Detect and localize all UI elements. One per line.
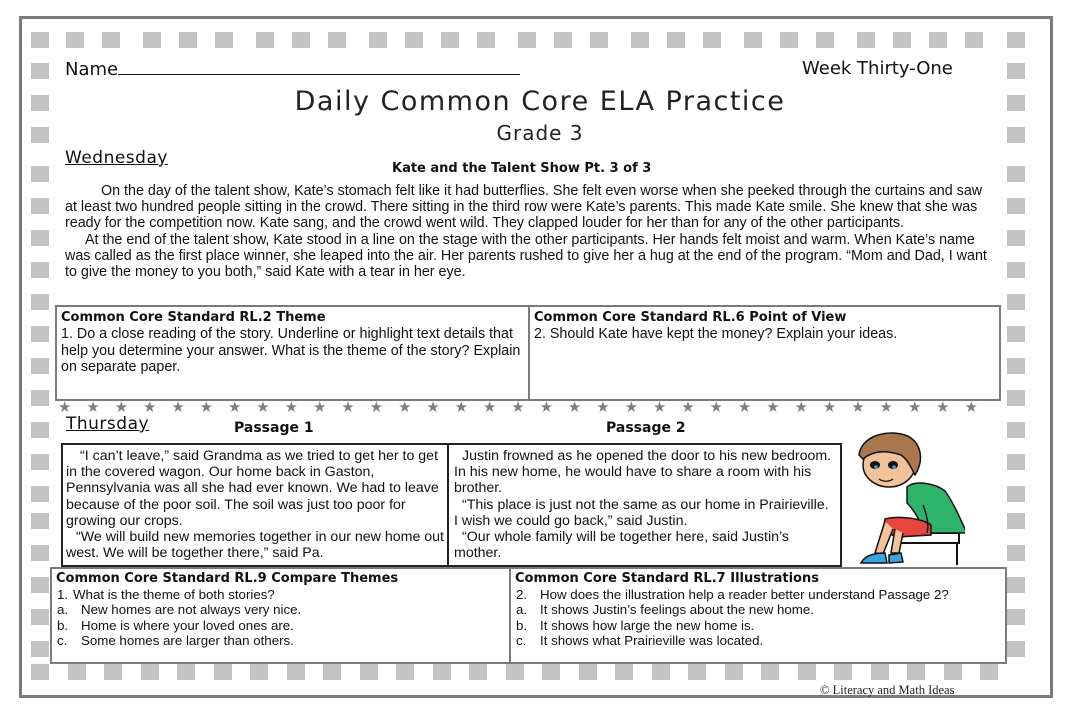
- answer-option-c[interactable]: c. Some homes are larger than others.: [57, 632, 294, 648]
- border-square: [31, 454, 49, 470]
- border-square: [405, 32, 423, 48]
- passage-1-heading: Passage 1: [234, 420, 314, 436]
- boy-shoes: [861, 553, 903, 563]
- border-square: [1007, 262, 1025, 278]
- border-square: [1007, 513, 1025, 529]
- border-square: [1007, 230, 1025, 246]
- border-square: [834, 664, 852, 680]
- star-icon: ★: [539, 399, 554, 416]
- name-blank-line[interactable]: [118, 58, 520, 75]
- border-square: [68, 664, 86, 680]
- border-square: [1007, 294, 1025, 310]
- question-box-rl7: [509, 567, 1007, 664]
- border-square: [579, 664, 597, 680]
- star-icon: ★: [199, 399, 214, 416]
- border-square: [102, 32, 120, 48]
- border-square: [441, 32, 459, 48]
- border-square: [1007, 545, 1025, 561]
- star-divider: [58, 398, 978, 416]
- border-square: [31, 262, 49, 278]
- border-square: [965, 32, 983, 48]
- border-square: [215, 32, 233, 48]
- star-icon: ★: [312, 399, 327, 416]
- border-square: [31, 358, 49, 374]
- border-square: [433, 664, 451, 680]
- border-square: [980, 664, 998, 680]
- star-icon: ★: [822, 399, 837, 416]
- border-square: [143, 32, 161, 48]
- star-icon: ★: [86, 399, 100, 416]
- border-square: [816, 32, 834, 48]
- border-square: [328, 32, 346, 48]
- passage-2-heading: Passage 2: [606, 420, 686, 436]
- border-square: [396, 664, 414, 680]
- star-icon: ★: [879, 399, 893, 416]
- border-square: [703, 32, 721, 48]
- star-icon: ★: [454, 399, 469, 416]
- border-square: [615, 664, 633, 680]
- star-icon: ★: [709, 399, 723, 416]
- border-square: [31, 545, 49, 561]
- story-paragraph: On the day of the talent show, Kate’s stomach felt like it had butterflies. She felt even worse when she peeked through the curtains and saw at least two hundred people sitting in the crowd. There sitting in the third row were Kate’s parents. This made Kate smile. She knew that she was ready for the competition now. Kate sang, and the crowd went wild. They clapped louder for her than for any of the other participants.: [65, 183, 983, 232]
- border-square: [31, 422, 49, 438]
- star-icon: ★: [397, 399, 412, 416]
- border-square: [1007, 422, 1025, 438]
- star-icon: ★: [482, 399, 497, 416]
- star-icon: ★: [964, 399, 978, 416]
- border-square: [177, 664, 195, 680]
- star-icon: ★: [142, 399, 157, 416]
- passage-paragraph: “We will build new memories together in our new home out west. We will be together there,” said Pa.: [66, 529, 444, 562]
- border-square: [66, 32, 84, 48]
- passage-paragraph: “Our whole family will be together here, said Justin’s mother.: [454, 529, 789, 562]
- question-prompt: 2. How does the illustration help a reader better understand Passage 2?: [516, 587, 949, 602]
- bench: [897, 533, 959, 565]
- border-square: [798, 664, 816, 680]
- border-square: [1007, 641, 1025, 657]
- border-square: [179, 32, 197, 48]
- border-square: [31, 664, 49, 680]
- star-icon: ★: [114, 399, 129, 416]
- star-icon: ★: [171, 399, 185, 416]
- question-text: 2. Should Kate have kept the money? Explain your ideas.: [534, 326, 898, 342]
- border-square: [104, 664, 122, 680]
- border-square: [893, 32, 911, 48]
- border-square: [871, 664, 889, 680]
- border-square: [929, 32, 947, 48]
- answer-option-b[interactable]: b. Home is where your loved ones are.: [57, 617, 294, 633]
- border-square: [1007, 390, 1025, 406]
- border-square: [292, 32, 310, 48]
- star-icon: ★: [369, 399, 384, 416]
- star-icon: ★: [511, 399, 525, 416]
- border-square: [31, 486, 49, 502]
- star-icon: ★: [652, 399, 667, 416]
- answer-option-a[interactable]: a. New homes are not always very nice.: [57, 602, 302, 618]
- border-square: [518, 32, 536, 48]
- copyright-notice: © Literacy and Math Ideas: [820, 683, 955, 697]
- border-square: [1007, 577, 1025, 593]
- passage-paragraph: Justin frowned as he opened the door to his new bedroom. In his new home, he would have to share a room with his brother.: [454, 448, 832, 497]
- question-box-rl2: [55, 305, 530, 401]
- border-square: [31, 609, 49, 625]
- star-icon: ★: [256, 399, 270, 416]
- story-text: [65, 183, 995, 280]
- star-icon: ★: [936, 399, 950, 416]
- standard-heading: Common Core Standard RL.9 Compare Themes: [56, 571, 399, 586]
- border-square: [667, 32, 685, 48]
- border-square: [761, 664, 779, 680]
- border-square: [323, 664, 341, 680]
- star-icon: ★: [58, 399, 72, 416]
- border-square: [477, 32, 495, 48]
- star-icon: ★: [284, 399, 299, 416]
- star-icon: ★: [341, 399, 355, 416]
- border-square: [725, 664, 743, 680]
- border-square: [542, 664, 560, 680]
- page-title: Daily Common Core ELA Practice: [294, 86, 786, 117]
- question-box-rl6: [528, 305, 1001, 401]
- border-square: [631, 32, 649, 48]
- border-square: [1007, 166, 1025, 182]
- answer-option-b[interactable]: b. It shows how large the new home is.: [516, 617, 755, 633]
- border-square: [256, 32, 274, 48]
- border-square: [31, 63, 49, 79]
- standard-heading: Common Core Standard RL.6 Point of View: [534, 310, 847, 325]
- week-label: Week Thirty-One: [802, 58, 953, 79]
- border-square: [688, 664, 706, 680]
- star-icon: ★: [227, 399, 242, 416]
- star-icon: ★: [624, 399, 639, 416]
- border-square: [31, 294, 49, 310]
- border-square: [31, 513, 49, 529]
- standard-heading: Common Core Standard RL.2 Theme: [61, 310, 326, 325]
- border-square: [907, 664, 925, 680]
- border-square: [744, 32, 762, 48]
- border-square: [590, 32, 608, 48]
- star-icon: ★: [794, 399, 808, 416]
- star-icon: ★: [907, 399, 922, 416]
- border-square: [141, 664, 159, 680]
- border-square: [1007, 326, 1025, 342]
- border-square: [469, 664, 487, 680]
- border-square: [250, 664, 268, 680]
- border-square: [1007, 454, 1025, 470]
- border-square: [31, 166, 49, 182]
- border-square: [360, 664, 378, 680]
- border-square: [1007, 198, 1025, 214]
- border-square: [31, 230, 49, 246]
- border-square: [1007, 63, 1025, 79]
- sitting-boy-illustration: [845, 425, 965, 565]
- border-square: [780, 32, 798, 48]
- question-text: 1. Do a close reading of the story. Underline or highlight text details that help you determine your answer. What is the theme of the story? Explain on separate paper.: [61, 326, 521, 375]
- story-paragraph: At the end of the talent show, Kate stood in a line on the stage with the other participants. Her hands felt moist and warm. When Kate’s name was called as the first place winner, she leaped into the air. Her parents rushed to give her a hug at the end of the program. “Mom and Dad, I want to give the money to you both,” said Kate with a tear in her eye.: [65, 231, 987, 281]
- standard-heading: Common Core Standard RL.7 Illustrations: [515, 571, 819, 586]
- border-square: [1007, 486, 1025, 502]
- border-square: [506, 664, 524, 680]
- answer-option-a[interactable]: a. It shows Justin’s feelings about the new home.: [516, 602, 814, 618]
- passage-paragraph: “This place is just not the same as our home in Prairieville. I wish we could go back,” said Justin.: [454, 496, 829, 529]
- border-square: [287, 664, 305, 680]
- passage-paragraph: “I can’t leave,” said Grandma as we tried to get her to get in the covered wagon. Our home back in Gaston, Pennsylvania was all she had ever known. We had to leave because of the poor soil. The soil was just too poor for growing our crops.: [66, 448, 439, 529]
- border-square: [857, 32, 875, 48]
- border-square: [31, 198, 49, 214]
- border-square: [31, 326, 49, 342]
- day-label-thursday: Thursday: [66, 414, 150, 434]
- border-square: [31, 390, 49, 406]
- name-label: Name: [65, 59, 119, 80]
- star-icon: ★: [737, 399, 752, 416]
- border-square: [1007, 32, 1025, 48]
- border-square: [944, 664, 962, 680]
- border-square: [369, 32, 387, 48]
- border-square: [1007, 358, 1025, 374]
- border-square: [31, 641, 49, 657]
- question-prompt: 1. What is the theme of both stories?: [57, 587, 275, 602]
- star-icon: ★: [596, 399, 610, 416]
- answer-option-c[interactable]: c. It shows what Prairieville was located.: [516, 632, 764, 648]
- star-icon: ★: [567, 399, 582, 416]
- border-square: [31, 32, 49, 48]
- day-label-wednesday: Wednesday: [65, 148, 168, 168]
- name-field[interactable]: [65, 58, 520, 80]
- star-icon: ★: [426, 399, 440, 416]
- border-square: [554, 32, 572, 48]
- border-square: [214, 664, 232, 680]
- story-title: Kate and the Talent Show Pt. 3 of 3: [392, 161, 652, 176]
- grade-label: Grade 3: [496, 121, 584, 145]
- border-square: [31, 577, 49, 593]
- star-icon: ★: [681, 399, 695, 416]
- question-box-rl9: [50, 567, 511, 664]
- star-icon: ★: [766, 399, 780, 416]
- border-square: [652, 664, 670, 680]
- passage-2-box: [447, 443, 842, 567]
- border-square: [1007, 609, 1025, 625]
- star-icon: ★: [851, 399, 865, 416]
- passage-1-box: [61, 443, 449, 567]
